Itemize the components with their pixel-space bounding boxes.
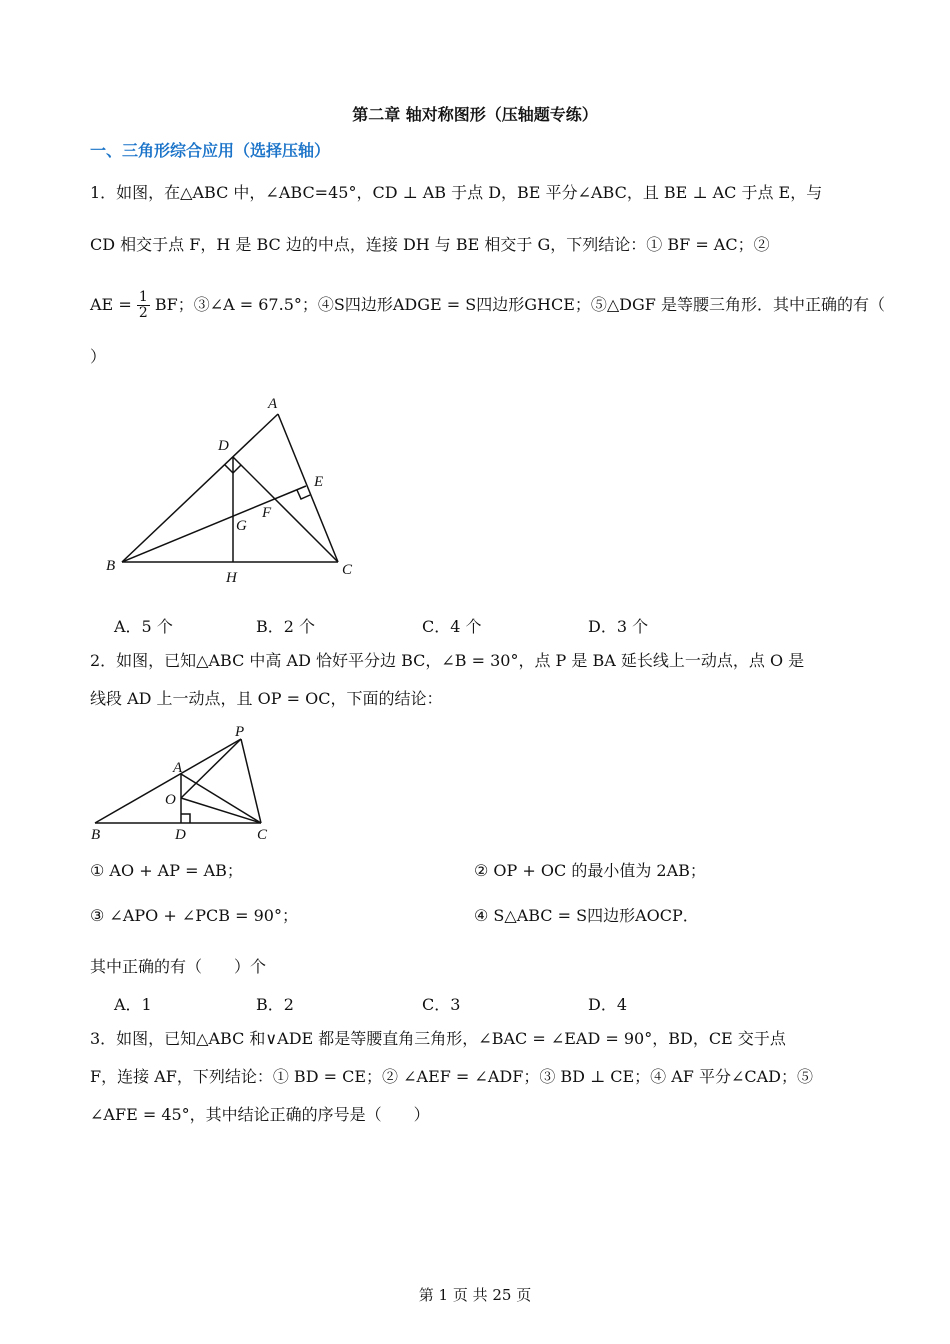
fraction-denominator: 2	[138, 305, 148, 321]
q2-line-2: 线段 AD 上一动点，且 OP = OC，下面的结论：	[90, 689, 443, 708]
q1-label-c: C	[342, 562, 353, 578]
q1-line-3	[90, 289, 885, 321]
q1-right-angle-e	[297, 490, 310, 499]
q2-statement-2: ② OP + OC 的最小值为 2AB；	[474, 861, 706, 880]
q2-segment-oc	[181, 798, 261, 823]
q2-option-d[interactable]: D．4	[588, 995, 628, 1014]
q1-line-1: 1．如图，在△ABC 中，∠ABC=45°，CD ⊥ AB 于点 D，BE 平分∠ABC，且 BE ⊥ AC 于点 E，与	[90, 183, 823, 202]
q1-label-a: A	[268, 396, 278, 412]
q2-right-angle-d	[181, 814, 190, 823]
q2-label-a: A	[173, 760, 183, 776]
page-footer: 第 1 页 共 25 页	[418, 1286, 532, 1304]
q2-option-c[interactable]: C．3	[422, 995, 461, 1014]
section-heading: 一、三角形综合应用（选择压轴）	[90, 141, 331, 160]
q1-figure	[100, 390, 370, 590]
q1-segment-be	[122, 486, 306, 562]
q1-label-h: H	[226, 570, 237, 586]
q3-line-3: ∠AFE = 45°，其中结论正确的序号是（ ）	[90, 1105, 430, 1124]
q2-option-b[interactable]: B．2	[256, 995, 294, 1014]
q3-line-1: 3．如图，已知△ABC 和∨ADE 都是等腰直角三角形，∠BAC = ∠EAD = 90°，BD，CE 交于点	[90, 1029, 786, 1048]
q1-option-c[interactable]: C．4 个	[422, 617, 482, 636]
q3-line-2: F，连接 AF，下列结论：① BD = CE；② ∠AEF = ∠ADF；③ BD ⊥ CE；④ AF 平分∠CAD；⑤	[90, 1067, 813, 1086]
q2-question: 其中正确的有（ ）个	[90, 957, 267, 976]
q2-segment-pc	[241, 739, 261, 823]
q1-line-3-post: BF；③∠A = 67.5°；④S四边形ADGE = S四边形GHCE；⑤△DGF 是等腰三角形．其中正确的有（	[154, 295, 885, 314]
q1-label-f: F	[262, 505, 272, 521]
q2-statement-4: ④ S△ABC = S四边形AOCP．	[474, 906, 699, 925]
q1-line-2: CD 相交于点 F，H 是 BC 边的中点，连接 DH 与 BE 相交于 G，下列结论：① BF = AC；②	[90, 235, 770, 254]
q2-label-b: B	[91, 827, 101, 843]
q2-figure	[85, 722, 285, 846]
q1-label-d: D	[218, 438, 229, 454]
q2-statement-3: ③ ∠APO + ∠PCB = 90°；	[90, 906, 298, 925]
page-title: 第二章 轴对称图形（压轴题专练）	[352, 105, 598, 124]
q1-segment-ab	[122, 414, 278, 562]
q2-label-c: C	[257, 827, 268, 843]
q2-option-a[interactable]: A．1	[114, 995, 152, 1014]
q2-label-d: D	[175, 827, 186, 843]
q2-segment-ac	[181, 774, 261, 823]
q1-segment-ac	[278, 414, 338, 562]
q2-label-p: P	[235, 724, 245, 740]
fraction-half	[137, 290, 150, 321]
q1-line-4: ）	[90, 347, 107, 366]
q2-line-1: 2．如图，已知△ABC 中高 AD 恰好平分边 BC，∠B = 30°，点 P 是 BA 延长线上一动点，点 O 是	[90, 651, 805, 670]
q1-option-b[interactable]: B．2 个	[256, 617, 316, 636]
q1-label-g: G	[236, 518, 247, 534]
q1-option-d[interactable]: D．3 个	[588, 617, 649, 636]
q1-label-b: B	[106, 558, 116, 574]
q1-option-a[interactable]: A．5 个	[114, 617, 173, 636]
q2-statement-1: ① AO + AP = AB；	[90, 861, 243, 880]
q1-label-e: E	[314, 474, 324, 490]
q1-line-3-pre: AE =	[90, 295, 132, 314]
fraction-numerator: 1	[138, 289, 148, 305]
q2-label-o: O	[165, 792, 176, 808]
